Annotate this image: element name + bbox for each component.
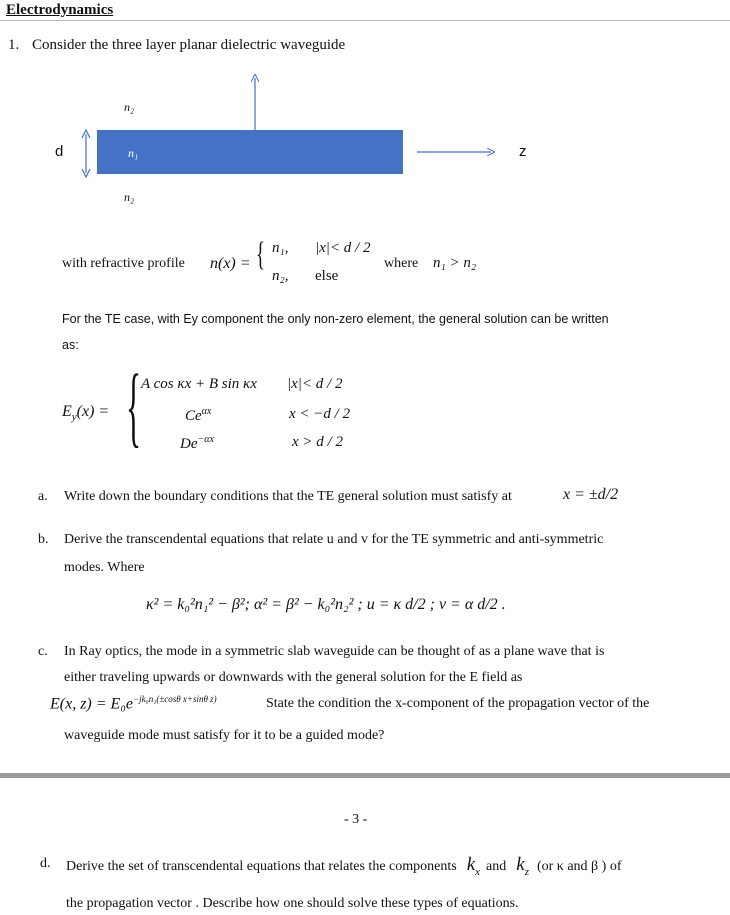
part-d-kx-subscript: x [475,865,481,878]
part-a-math: x = ±d/2 [563,486,619,503]
part-c-line2: either traveling upwards or downwards with the general solution for the E field as [64,670,523,685]
part-b-line2: modes. Where [64,560,145,575]
te-intro-line2: as: [62,338,79,352]
n-core-label: n₁ [128,146,139,160]
part-c-line4: waveguide mode must satisfy for it to be a guided mode? [64,728,385,743]
part-d-kz-subscript: z [524,865,529,878]
profile-case2-value: n₂, [272,268,289,284]
d-label: d [55,143,64,160]
part-b-equation: κ² = k₀²n₁² − β²; α² = β² − k₀²n₂² ; u = κ d/2 ; v = α d/2 . [146,596,506,613]
part-d-and: and [486,859,507,874]
document-title: Electrodynamics [6,2,114,18]
page-number: - 3 - [344,812,368,827]
profile-relation: n₁ > n₂ [433,255,477,271]
solution-row1-expr: A cos κx + B sin κx [141,376,257,392]
part-c-line3: State the condition the x-component of the propagation vector of the [266,696,650,711]
part-d-paren: (or κ and β ) of [536,859,622,874]
part-b-label: b. [38,532,49,547]
question-1 [8,37,345,54]
solution-row2-expr: $Ce^{\alpha x}$ [185,406,212,424]
part-d-line1-text: Derive the set of transcendental equations that relates the components [66,859,457,874]
profile-lhs: n(x) = [210,255,251,272]
profile-brace: { [256,236,265,273]
part-d-kz-letter: k [516,854,525,875]
part-d-line2: the propagation vector . Describe how one should solve these types of equations. [66,896,519,911]
page-separator [0,773,730,778]
part-b-line1: Derive the transcendental equations that relate u and v for the TE symmetric and anti-symmetric [64,532,604,547]
solution-lhs: $E_y(x)$ = [62,403,110,424]
part-d-line1 [66,854,622,878]
part-d-kz [516,854,529,878]
question-text: Consider the three layer planar dielectric waveguide [32,37,346,53]
solution-row2-condition: x < −d / 2 [289,406,351,422]
profile-where: where [384,256,419,271]
part-a-label: a. [38,489,48,504]
part-d-kx [466,854,481,878]
profile-case2-condition: else [315,268,339,284]
profile-case1-value: n₁, [272,240,289,256]
question-number: 1. [8,37,20,53]
n-bottom-label: n₂ [124,190,135,204]
core-layer [97,130,403,174]
solution-brace: { [126,357,142,456]
solution-row3-expr: $De^{-\alpha x}$ [180,434,214,452]
part-c-field-base: E(x, z) = E₀e [50,695,133,713]
profile-lead: with refractive profile [62,256,185,271]
part-a-text: Write down the boundary conditions that the TE general solution must satisfy at [64,489,512,504]
solution-row1-condition: |x|< d / 2 [287,376,343,392]
part-c-field-exponent: −jk₀n₁(±cosθ x+sinθ z) [133,694,217,704]
te-intro-line1: For the TE case, with Ey component the only non-zero element, the general solution can be written [62,312,609,326]
solution-row3-condition: x > d / 2 [292,434,343,450]
part-d-kx-letter: k [466,854,476,875]
part-c-field [50,694,217,713]
n-top-label: n₂ [124,100,135,114]
header-divider [0,20,730,21]
part-c-line1: In Ray optics, the mode in a symmetric slab waveguide can be thought of as a plane wave that is [64,644,605,659]
z-label: z [519,143,527,160]
part-d-label: d. [40,856,51,871]
part-c-label: c. [38,644,48,659]
profile-case1-condition: |x|< d / 2 [315,240,371,256]
